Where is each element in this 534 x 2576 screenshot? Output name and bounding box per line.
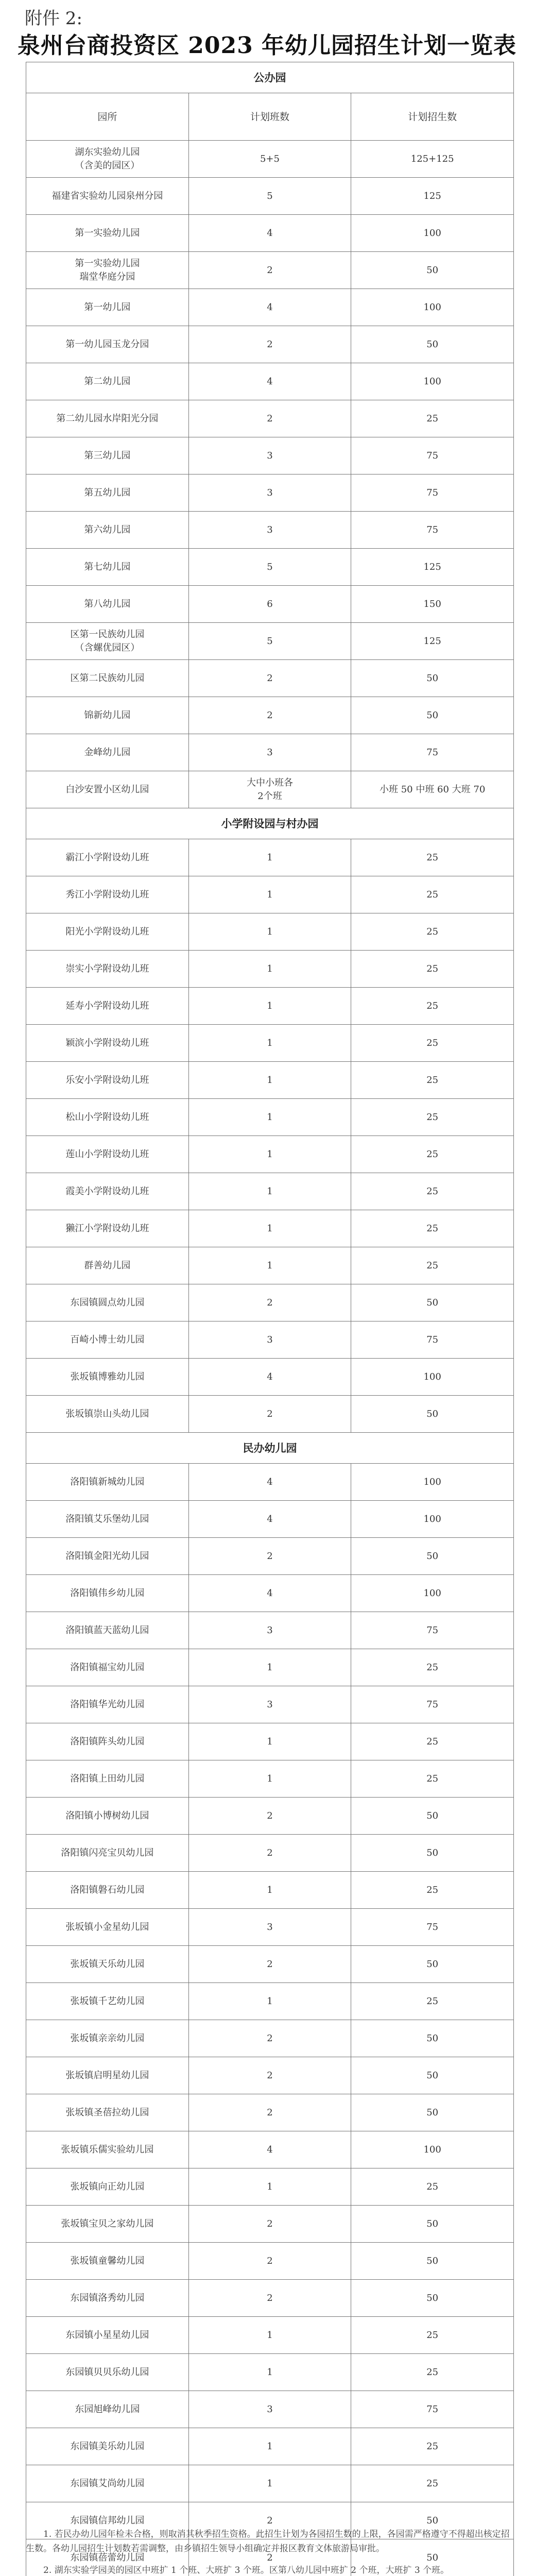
- class-count-cell: 2: [188, 1284, 351, 1321]
- table-row: [26, 913, 514, 951]
- enrollment-count-cell: 125: [351, 549, 514, 586]
- class-count-cell: 1: [188, 1062, 351, 1099]
- enrollment-count-cell: 75: [351, 2391, 514, 2428]
- kindergarten-name-cell: 洛阳镇阵头幼儿园: [26, 1723, 189, 1760]
- kindergarten-name-cell: 乐安小学附设幼儿班: [26, 1062, 189, 1099]
- kindergarten-name-cell: 张坂镇圣蓓拉幼儿园: [26, 2094, 189, 2131]
- class-count-cell: 4: [188, 1359, 351, 1396]
- section-header-row: [26, 1433, 514, 1464]
- class-count-cell: 2: [188, 697, 351, 734]
- class-count-cell: 2: [188, 1396, 351, 1433]
- class-count-cell: 1: [188, 1210, 351, 1247]
- table-row: [26, 1173, 514, 1210]
- enrollment-count-cell: 100: [351, 289, 514, 326]
- table-row: [26, 215, 514, 252]
- class-count-cell: 5+5: [188, 141, 351, 178]
- table-row: [26, 2280, 514, 2317]
- kindergarten-name-cell: 洛阳镇磐石幼儿园: [26, 1872, 189, 1909]
- table-row: [26, 1136, 514, 1173]
- kindergarten-name-cell: 第一幼儿园: [26, 289, 189, 326]
- footnotes: [26, 2527, 514, 2576]
- class-count-cell: 1: [188, 1173, 351, 1210]
- document-title: 泉州台商投资区 2023 年幼儿园招生计划一览表: [17, 32, 517, 59]
- enrollment-count-cell: 25: [351, 1723, 514, 1760]
- enrollment-count-cell: 小班 50 中班 60 大班 70: [351, 771, 514, 808]
- class-count-cell: 1: [188, 913, 351, 951]
- enrollment-count-cell: 25: [351, 1099, 514, 1136]
- table-row: [26, 839, 514, 876]
- kindergarten-name-cell: 张坂镇崇山头幼儿园: [26, 1396, 189, 1433]
- table-row: [26, 289, 514, 326]
- kindergarten-name-cell: 张坂镇童馨幼儿园: [26, 2243, 189, 2280]
- class-count-cell: 2: [188, 400, 351, 437]
- enrollment-count-cell: 25: [351, 1136, 514, 1173]
- enrollment-count-cell: 75: [351, 1686, 514, 1723]
- class-count-cell: 4: [188, 1464, 351, 1501]
- table-row: [26, 876, 514, 913]
- table-row: [26, 1099, 514, 1136]
- class-count-cell: 2: [188, 2020, 351, 2057]
- enrollment-count-cell: 75: [351, 1321, 514, 1359]
- kindergarten-name-cell: 金峰幼儿园: [26, 734, 189, 771]
- kindergarten-name-cell: 秀江小学附设幼儿班: [26, 876, 189, 913]
- table-row: [26, 2168, 514, 2206]
- enrollment-count-cell: 50: [351, 2020, 514, 2057]
- enrollment-count-cell: 25: [351, 1025, 514, 1062]
- class-count-cell: 1: [188, 1872, 351, 1909]
- kindergarten-name-cell: 东园镇洛秀幼儿园: [26, 2280, 189, 2317]
- kindergarten-name-cell: 东园镇蓓蕾幼儿园: [26, 2539, 189, 2576]
- kindergarten-name-cell: 霞美小学附设幼儿班: [26, 1173, 189, 1210]
- table-row: [26, 1686, 514, 1723]
- class-count-cell: 2: [188, 2539, 351, 2576]
- enrollment-count-cell: 25: [351, 1760, 514, 1798]
- class-count-cell: 4: [188, 2131, 351, 2168]
- class-count-cell: 1: [188, 839, 351, 876]
- section-header-row: [26, 808, 514, 839]
- class-count-cell: 1: [188, 2317, 351, 2354]
- enrollment-count-cell: 100: [351, 1359, 514, 1396]
- table-row: [26, 1062, 514, 1099]
- class-count-cell: 1: [188, 1983, 351, 2020]
- class-count-cell: 2: [188, 660, 351, 697]
- enrollment-count-cell: 25: [351, 2168, 514, 2206]
- kindergarten-name-cell: 阳光小学附设幼儿班: [26, 913, 189, 951]
- enrollment-count-cell: 100: [351, 1464, 514, 1501]
- kindergarten-name-cell: 洛阳镇蓝天蓝幼儿园: [26, 1612, 189, 1649]
- class-count-cell: 2: [188, 2502, 351, 2539]
- table-row: [26, 2206, 514, 2243]
- enrollment-count-cell: 50: [351, 2094, 514, 2131]
- table-row: [26, 2354, 514, 2391]
- table-row: [26, 1396, 514, 1433]
- table-row: [26, 1210, 514, 1247]
- table-row: [26, 1538, 514, 1575]
- table-row: [26, 178, 514, 215]
- table-row: [26, 1723, 514, 1760]
- class-count-cell: 3: [188, 1321, 351, 1359]
- class-count-cell: 3: [188, 2391, 351, 2428]
- table-row: [26, 1321, 514, 1359]
- enrollment-count-cell: 25: [351, 1062, 514, 1099]
- enrollment-count-cell: 50: [351, 697, 514, 734]
- enrollment-count-cell: 25: [351, 1210, 514, 1247]
- footnote: 1. 若民办幼儿园年检未合格，则取消其秋季招生资格。此招生计划为各园招生数的上限，各园需严格遵守不得超出核定招生数。各幼儿园招生计划数若需调整，由乡镇招生领导小组确定并报区教育文体旅游局审批。: [26, 2529, 510, 2554]
- enrollment-count-cell: 25: [351, 1173, 514, 1210]
- enrollment-count-cell: 50: [351, 1396, 514, 1433]
- enrollment-count-cell: 50: [351, 2243, 514, 2280]
- kindergarten-name-cell: 东园镇信邦幼儿园: [26, 2502, 189, 2539]
- enrollment-count-cell: 50: [351, 660, 514, 697]
- enrollment-count-cell: 75: [351, 734, 514, 771]
- footnote: 2. 湖东实验学园美的园区中班扩 1 个班、大班扩 3 个班。区第八幼儿园中班扩 2 个班，大班扩 3 个班。: [43, 2565, 450, 2575]
- class-count-cell: 4: [188, 1501, 351, 1538]
- kindergarten-name-cell: 洛阳镇伟乡幼儿园: [26, 1575, 189, 1612]
- kindergarten-name-cell: 东园镇圆点幼儿园: [26, 1284, 189, 1321]
- kindergarten-name-cell: 第一幼儿园玉龙分园: [26, 326, 189, 363]
- enrollment-count-cell: 100: [351, 215, 514, 252]
- section-title: 小学附设园与村办园: [26, 808, 514, 839]
- table-row: [26, 2094, 514, 2131]
- table-row: [26, 660, 514, 697]
- class-count-cell: 3: [188, 1686, 351, 1723]
- enrollment-count-cell: 25: [351, 1649, 514, 1686]
- table-row: [26, 1247, 514, 1284]
- table-row: [26, 697, 514, 734]
- table-row: [26, 951, 514, 988]
- table-row: [26, 1983, 514, 2020]
- table-row: [26, 1464, 514, 1501]
- kindergarten-name-cell: 獭江小学附设幼儿班: [26, 1210, 189, 1247]
- kindergarten-name-cell: 张坂镇亲亲幼儿园: [26, 2020, 189, 2057]
- table-row: [26, 1284, 514, 1321]
- kindergarten-name-cell: 福建省实验幼儿园泉州分园: [26, 178, 189, 215]
- class-count-cell: 1: [188, 988, 351, 1025]
- class-count-cell: 3: [188, 474, 351, 512]
- class-count-cell: 1: [188, 2168, 351, 2206]
- kindergarten-name-cell: 第二幼儿园: [26, 363, 189, 400]
- kindergarten-name-cell: 东园镇美乐幼儿园: [26, 2428, 189, 2465]
- enrollment-count-cell: 25: [351, 876, 514, 913]
- kindergarten-name-cell: 霸江小学附设幼儿班: [26, 839, 189, 876]
- enrollment-count-cell: 125+125: [351, 141, 514, 178]
- table-row: [26, 1835, 514, 1872]
- class-count-cell: 3: [188, 512, 351, 549]
- section-header-row: [26, 62, 514, 93]
- table-row: [26, 363, 514, 400]
- class-count-cell: 5: [188, 623, 351, 660]
- class-count-cell: 1: [188, 1723, 351, 1760]
- enrollment-count-cell: 50: [351, 1946, 514, 1983]
- class-count-cell: 3: [188, 734, 351, 771]
- kindergarten-name-cell: 锦新幼儿园: [26, 697, 189, 734]
- class-count-cell: 1: [188, 876, 351, 913]
- class-count-cell: 1: [188, 1649, 351, 1686]
- class-count-cell: 1: [188, 1025, 351, 1062]
- enrollment-count-cell: 25: [351, 988, 514, 1025]
- table-row: [26, 1760, 514, 1798]
- table-row: [26, 1872, 514, 1909]
- section-title: 民办幼儿园: [26, 1433, 514, 1464]
- table-row: [26, 988, 514, 1025]
- enrollment-count-cell: 75: [351, 437, 514, 474]
- class-count-cell: 2: [188, 326, 351, 363]
- enrollment-count-cell: 25: [351, 2465, 514, 2502]
- table-row: [26, 623, 514, 660]
- table-row: [26, 771, 514, 808]
- kindergarten-name-cell: 群善幼儿园: [26, 1247, 189, 1284]
- table-row: [26, 326, 514, 363]
- kindergarten-name-cell: 洛阳镇新城幼儿园: [26, 1464, 189, 1501]
- kindergarten-name-cell: 东园镇小星星幼儿园: [26, 2317, 189, 2354]
- enrollment-count-cell: 50: [351, 1835, 514, 1872]
- kindergarten-name-cell: 湖东实验幼儿园 （含美的园区）: [26, 141, 189, 178]
- table-row: [26, 549, 514, 586]
- attachment-label: 附件 2:: [25, 8, 82, 29]
- enrollment-count-cell: 100: [351, 1501, 514, 1538]
- kindergarten-name-cell: 洛阳镇小博树幼儿园: [26, 1798, 189, 1835]
- class-count-cell: 1: [188, 1136, 351, 1173]
- kindergarten-name-cell: 张坂镇天乐幼儿园: [26, 1946, 189, 1983]
- enrollment-count-cell: 25: [351, 2428, 514, 2465]
- table-row: [26, 141, 514, 178]
- enrollment-count-cell: 75: [351, 1612, 514, 1649]
- kindergarten-name-cell: 白沙安置小区幼儿园: [26, 771, 189, 808]
- kindergarten-name-cell: 区第一民族幼儿园 （含螺优园区）: [26, 623, 189, 660]
- table-row: [26, 1612, 514, 1649]
- class-count-cell: 2: [188, 2243, 351, 2280]
- class-count-cell: 1: [188, 2354, 351, 2391]
- class-count-cell: 4: [188, 289, 351, 326]
- table-row: [26, 512, 514, 549]
- class-count-cell: 2: [188, 2094, 351, 2131]
- kindergarten-name-cell: 第一实验幼儿园 瑞堂华庭分园: [26, 252, 189, 289]
- column-header-enrollment: 计划招生数: [351, 93, 514, 141]
- kindergarten-name-cell: 百崎小博士幼儿园: [26, 1321, 189, 1359]
- table-row: [26, 2243, 514, 2280]
- kindergarten-name-cell: 崇实小学附设幼儿班: [26, 951, 189, 988]
- kindergarten-name-cell: 第三幼儿园: [26, 437, 189, 474]
- class-count-cell: 4: [188, 215, 351, 252]
- class-count-cell: 大中小班各 2个班: [188, 771, 351, 808]
- kindergarten-name-cell: 东园镇艾尚幼儿园: [26, 2465, 189, 2502]
- class-count-cell: 1: [188, 1760, 351, 1798]
- class-count-cell: 1: [188, 2465, 351, 2502]
- enrollment-count-cell: 50: [351, 2057, 514, 2094]
- table-row: [26, 2020, 514, 2057]
- class-count-cell: 2: [188, 1835, 351, 1872]
- table-row: [26, 586, 514, 623]
- enrollment-count-cell: 100: [351, 363, 514, 400]
- table-row: [26, 2057, 514, 2094]
- table-row: [26, 1909, 514, 1946]
- table-row: [26, 2465, 514, 2502]
- enrollment-count-cell: 25: [351, 951, 514, 988]
- class-count-cell: 5: [188, 178, 351, 215]
- class-count-cell: 1: [188, 1099, 351, 1136]
- class-count-cell: 2: [188, 1798, 351, 1835]
- enrollment-count-cell: 50: [351, 2539, 514, 2576]
- enrollment-count-cell: 50: [351, 2502, 514, 2539]
- kindergarten-name-cell: 松山小学附设幼儿班: [26, 1099, 189, 1136]
- table-row: [26, 1025, 514, 1062]
- kindergarten-name-cell: 东园旭峰幼儿园: [26, 2391, 189, 2428]
- class-count-cell: 1: [188, 1247, 351, 1284]
- enrollment-count-cell: 50: [351, 1798, 514, 1835]
- kindergarten-name-cell: 第一实验幼儿园: [26, 215, 189, 252]
- kindergarten-name-cell: 洛阳镇闪亮宝贝幼儿园: [26, 1835, 189, 1872]
- kindergarten-name-cell: 张坂镇小金星幼儿园: [26, 1909, 189, 1946]
- enrollment-count-cell: 50: [351, 2206, 514, 2243]
- kindergarten-name-cell: 张坂镇启明星幼儿园: [26, 2057, 189, 2094]
- kindergarten-name-cell: 第六幼儿园: [26, 512, 189, 549]
- section-title: 公办园: [26, 62, 514, 93]
- kindergarten-name-cell: 洛阳镇华光幼儿园: [26, 1686, 189, 1723]
- enrollment-count-cell: 25: [351, 839, 514, 876]
- table-row: [26, 734, 514, 771]
- enrollment-count-cell: 50: [351, 252, 514, 289]
- enrollment-count-cell: 100: [351, 2131, 514, 2168]
- kindergarten-name-cell: 第八幼儿园: [26, 586, 189, 623]
- table-row: [26, 400, 514, 437]
- enrollment-count-cell: 150: [351, 586, 514, 623]
- class-count-cell: 3: [188, 1612, 351, 1649]
- column-header-classes: 计划班数: [188, 93, 351, 141]
- kindergarten-name-cell: 张坂镇博雅幼儿园: [26, 1359, 189, 1396]
- table-row: [26, 437, 514, 474]
- enrollment-count-cell: 50: [351, 1284, 514, 1321]
- column-header-kindergarten: 园所: [26, 93, 189, 141]
- kindergarten-name-cell: 区第二民族幼儿园: [26, 660, 189, 697]
- class-count-cell: 4: [188, 363, 351, 400]
- enrollment-count-cell: 25: [351, 1983, 514, 2020]
- table-row: [26, 1798, 514, 1835]
- column-header-row: [26, 93, 514, 141]
- kindergarten-name-cell: 颖滨小学附设幼儿班: [26, 1025, 189, 1062]
- table-row: [26, 252, 514, 289]
- class-count-cell: 2: [188, 1946, 351, 1983]
- kindergarten-name-cell: 洛阳镇艾乐堡幼儿园: [26, 1501, 189, 1538]
- enrollment-count-cell: 125: [351, 623, 514, 660]
- class-count-cell: 2: [188, 2280, 351, 2317]
- enrollment-count-cell: 75: [351, 512, 514, 549]
- enrollment-count-cell: 50: [351, 326, 514, 363]
- table-row: [26, 2317, 514, 2354]
- table-row: [26, 2428, 514, 2465]
- enrollment-count-cell: 125: [351, 178, 514, 215]
- enrollment-plan-table: [26, 62, 514, 2576]
- class-count-cell: 5: [188, 549, 351, 586]
- class-count-cell: 2: [188, 2057, 351, 2094]
- class-count-cell: 6: [188, 586, 351, 623]
- table-row: [26, 1575, 514, 1612]
- enrollment-count-cell: 25: [351, 2354, 514, 2391]
- kindergarten-name-cell: 洛阳镇福宝幼儿园: [26, 1649, 189, 1686]
- kindergarten-name-cell: 张坂镇乐儒实验幼儿园: [26, 2131, 189, 2168]
- enrollment-count-cell: 25: [351, 400, 514, 437]
- enrollment-count-cell: 25: [351, 1247, 514, 1284]
- kindergarten-name-cell: 第七幼儿园: [26, 549, 189, 586]
- kindergarten-name-cell: 洛阳镇金阳光幼儿园: [26, 1538, 189, 1575]
- table-row: [26, 1649, 514, 1686]
- enrollment-count-cell: 75: [351, 1909, 514, 1946]
- enrollment-count-cell: 50: [351, 1538, 514, 1575]
- kindergarten-name-cell: 第二幼儿园水岸阳光分园: [26, 400, 189, 437]
- enrollment-count-cell: 25: [351, 913, 514, 951]
- table-row: [26, 1359, 514, 1396]
- kindergarten-name-cell: 东园镇贝贝乐幼儿园: [26, 2354, 189, 2391]
- class-count-cell: 2: [188, 2206, 351, 2243]
- kindergarten-name-cell: 第五幼儿园: [26, 474, 189, 512]
- kindergarten-name-cell: 张坂镇向正幼儿园: [26, 2168, 189, 2206]
- table-row: [26, 2131, 514, 2168]
- table-row: [26, 1946, 514, 1983]
- enrollment-count-cell: 75: [351, 474, 514, 512]
- class-count-cell: 3: [188, 437, 351, 474]
- class-count-cell: 1: [188, 951, 351, 988]
- class-count-cell: 1: [188, 2428, 351, 2465]
- table-row: [26, 474, 514, 512]
- kindergarten-name-cell: 洛阳镇上田幼儿园: [26, 1760, 189, 1798]
- class-count-cell: 2: [188, 1538, 351, 1575]
- kindergarten-name-cell: 张坂镇宝贝之家幼儿园: [26, 2206, 189, 2243]
- enrollment-count-cell: 50: [351, 2280, 514, 2317]
- enrollment-count-cell: 100: [351, 1575, 514, 1612]
- table-row: [26, 1501, 514, 1538]
- enrollment-count-cell: 25: [351, 1872, 514, 1909]
- class-count-cell: 2: [188, 252, 351, 289]
- kindergarten-name-cell: 张坂镇千艺幼儿园: [26, 1983, 189, 2020]
- kindergarten-name-cell: 延寿小学附设幼儿班: [26, 988, 189, 1025]
- class-count-cell: 3: [188, 1909, 351, 1946]
- class-count-cell: 4: [188, 1575, 351, 1612]
- kindergarten-name-cell: 莲山小学附设幼儿班: [26, 1136, 189, 1173]
- enrollment-count-cell: 25: [351, 2317, 514, 2354]
- table-row: [26, 2391, 514, 2428]
